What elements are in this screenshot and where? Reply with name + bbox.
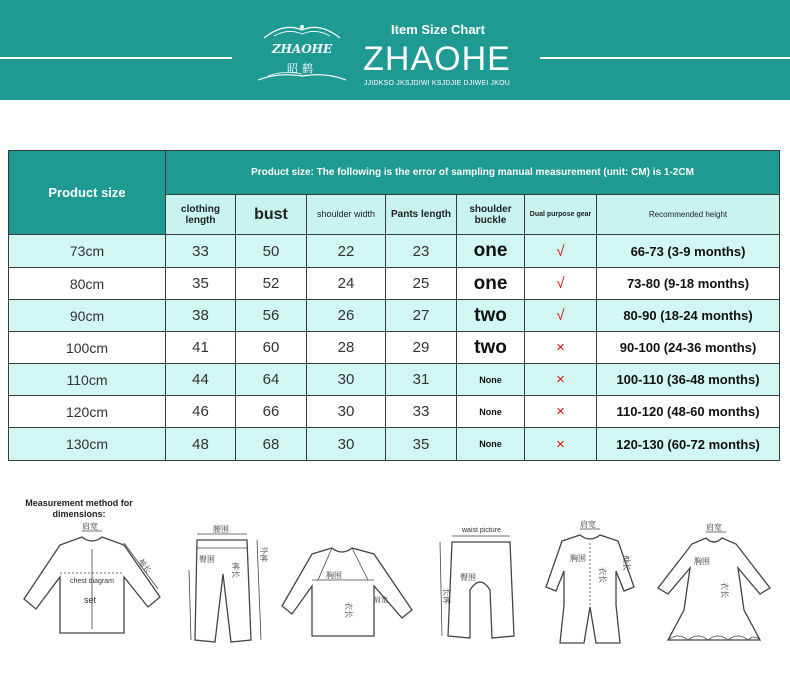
col-pants-length: Pants length — [386, 195, 457, 235]
pants-length-cell: 29 — [386, 332, 457, 364]
clothing-length-cell: 41 — [166, 332, 236, 364]
measurement-title: Measurement method for dimensions: — [25, 498, 133, 519]
fig2-label-a: 腰围 — [213, 525, 229, 534]
check-icon: √ — [525, 235, 597, 268]
clothing-length-cell: 46 — [166, 396, 236, 428]
pants-length-cell: 25 — [386, 268, 457, 300]
table-row — [9, 428, 780, 461]
logo-wordmark: ZHAOHE — [271, 42, 333, 56]
fig5-label-a: 肩宽 — [580, 520, 596, 529]
fig3-label-a: 胸围 — [326, 571, 342, 580]
col-dual-purpose-gear: Dual purpose gear — [525, 195, 597, 235]
shoulder-width-cell: 24 — [307, 268, 386, 300]
shoulder-buckle-cell: None — [457, 364, 525, 396]
bust-cell: 60 — [236, 332, 307, 364]
table-row — [9, 300, 780, 332]
cross-icon: × — [525, 428, 597, 461]
shoulder-width-cell: 30 — [307, 364, 386, 396]
size-chart-table — [8, 150, 780, 461]
check-icon: √ — [525, 300, 597, 332]
fig2-label-c: 裤长 — [231, 562, 240, 578]
recommended-height-cell: 110-120 (48-60 months) — [597, 396, 780, 428]
table-row — [9, 332, 780, 364]
fig5-label-c: 衣长 — [598, 567, 607, 583]
cross-icon: × — [525, 396, 597, 428]
recommended-height-cell: 66-73 (3-9 months) — [597, 235, 780, 268]
fig4-label-a: waist picture — [462, 527, 501, 534]
fig2-label-b: 臀围 — [199, 555, 215, 564]
fig1-label-a: chest diagram — [70, 578, 114, 585]
recommended-height-cell: 80-90 (18-24 months) — [597, 300, 780, 332]
shoulder-buckle-cell: two — [457, 332, 525, 364]
table-row — [9, 364, 780, 396]
product-size-header: Product size — [9, 151, 166, 235]
figure-raglan-top — [278, 540, 418, 645]
figure-pants — [185, 525, 270, 655]
fig3-label-b: 衣长 — [344, 602, 353, 618]
check-icon: √ — [525, 268, 597, 300]
bust-cell: 56 — [236, 300, 307, 332]
pants-length-cell: 33 — [386, 396, 457, 428]
size-cell: 80cm — [9, 268, 166, 300]
fig2-label-d: 外裤 — [259, 546, 268, 562]
long-sleeve-top-icon — [20, 522, 165, 640]
banner-rule-left — [0, 57, 232, 59]
fig4-label-c: 长裤 — [442, 588, 451, 604]
table-row — [9, 235, 780, 268]
shoulder-buckle-cell: one — [457, 235, 525, 268]
col-shoulder-width: shoulder width — [307, 195, 386, 235]
shoulder-width-cell: 28 — [307, 332, 386, 364]
header-banner — [0, 0, 790, 100]
shoulder-width-cell: 26 — [307, 300, 386, 332]
clothing-length-cell: 48 — [166, 428, 236, 461]
brand-logo — [254, 18, 350, 82]
recommended-height-cell: 90-100 (24-36 months) — [597, 332, 780, 364]
table-row — [9, 268, 780, 300]
measurement-note: Product size: The following is the error of sampling manual measurement (unit: CM) is 1-2CM — [166, 151, 780, 195]
pants-length-cell: 31 — [386, 364, 457, 396]
fig5-label-b: 胸围 — [570, 554, 586, 563]
dress-icon — [648, 523, 778, 646]
size-cell: 110cm — [9, 364, 166, 396]
size-cell: 73cm — [9, 235, 166, 268]
trousers-icon — [430, 528, 525, 643]
clothing-length-cell: 38 — [166, 300, 236, 332]
clothing-length-cell: 44 — [166, 364, 236, 396]
banner-rule-right — [540, 57, 790, 59]
fig6-label-a: 肩宽 — [706, 523, 722, 532]
shoulder-width-cell: 30 — [307, 396, 386, 428]
fig6-label-c: 衣长 — [720, 582, 729, 598]
shoulder-width-cell: 22 — [307, 235, 386, 268]
col-clothing-length: clothing length — [166, 195, 236, 235]
fig4-label-b: 臀围 — [460, 573, 476, 582]
clothing-length-cell: 33 — [166, 235, 236, 268]
fig3-label-c: 肩宽 — [374, 597, 388, 604]
cross-icon: × — [525, 332, 597, 364]
pants-length-cell: 35 — [386, 428, 457, 461]
col-bust: bust — [236, 195, 307, 235]
shoulder-width-cell: 30 — [307, 428, 386, 461]
size-cell: 100cm — [9, 332, 166, 364]
figure-trousers — [430, 528, 525, 648]
fig6-label-b: 胸围 — [694, 557, 710, 566]
logo-chinese-name: 昭鹤 — [287, 63, 317, 75]
table-row — [9, 396, 780, 428]
shoulder-buckle-cell: two — [457, 300, 525, 332]
figure-romper — [540, 520, 640, 655]
pants-length-cell: 23 — [386, 235, 457, 268]
recommended-height-cell: 73-80 (9-18 months) — [597, 268, 780, 300]
recommended-height-cell: 100-110 (36-48 months) — [597, 364, 780, 396]
bust-cell: 66 — [236, 396, 307, 428]
cross-icon: × — [525, 364, 597, 396]
clothing-length-cell: 35 — [166, 268, 236, 300]
figure-long-sleeve-top — [20, 522, 165, 645]
shoulder-buckle-cell: None — [457, 396, 525, 428]
fig1-label-c: 袖长 — [136, 556, 153, 576]
col-recommended-height: Recommended height — [597, 195, 780, 235]
fig1-label-b: set — [84, 595, 97, 605]
bust-cell: 52 — [236, 268, 307, 300]
shoulder-buckle-cell: one — [457, 268, 525, 300]
fig1-label-d: 肩宽 — [82, 522, 98, 531]
bust-cell: 50 — [236, 235, 307, 268]
romper-icon — [540, 520, 640, 650]
fig5-label-d: 袖长 — [622, 555, 631, 571]
pants-length-cell: 27 — [386, 300, 457, 332]
recommended-height-cell: 120-130 (60-72 months) — [597, 428, 780, 461]
bust-cell: 64 — [236, 364, 307, 396]
size-cell: 120cm — [9, 396, 166, 428]
pants-icon — [185, 525, 270, 650]
banner-tagline: JJIDKSO JKSJDIWI KSJDJIE DJIWEI JKOU — [363, 80, 511, 87]
banner-brand: ZHAOHE — [363, 40, 511, 78]
raglan-top-icon — [278, 540, 418, 640]
size-cell: 90cm — [9, 300, 166, 332]
shoulder-buckle-cell: None — [457, 428, 525, 461]
col-shoulder-buckle: shoulder buckle — [457, 195, 525, 235]
figure-dress — [648, 523, 778, 651]
banner-caption: Item Size Chart — [391, 22, 485, 37]
bust-cell: 68 — [236, 428, 307, 461]
size-cell: 130cm — [9, 428, 166, 461]
